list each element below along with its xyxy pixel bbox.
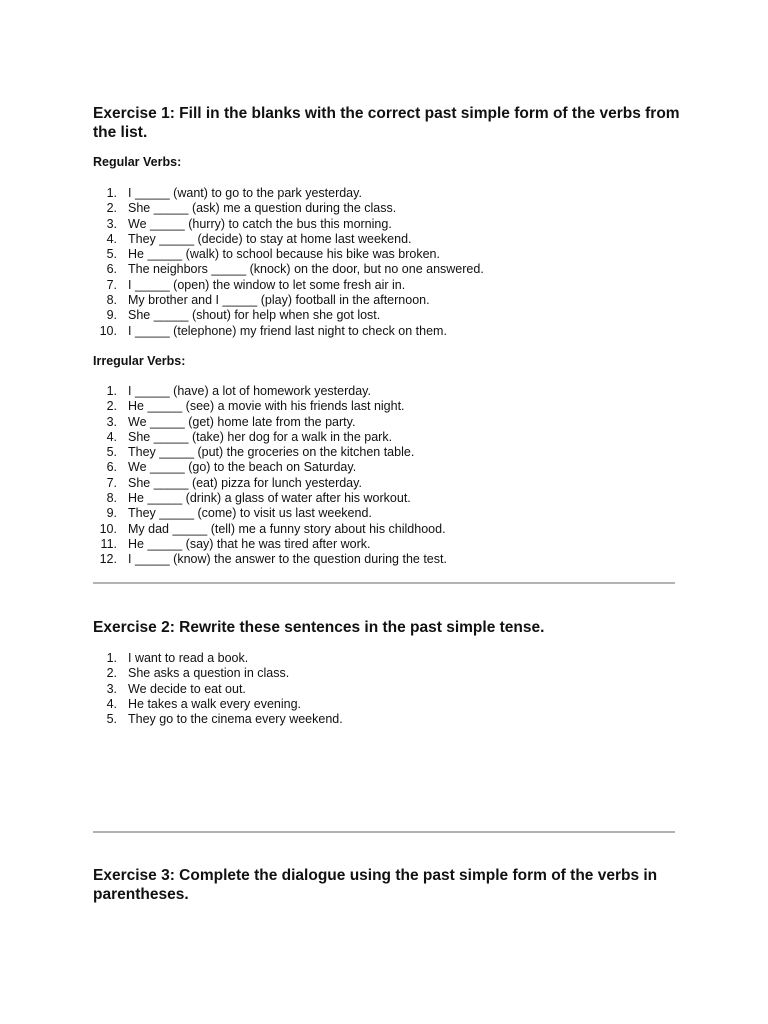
list-item-text: We _____ (hurry) to catch the bus this morning. [128,216,392,231]
list-item [93,506,447,521]
list-item-text: He _____ (say) that he was tired after work. [128,536,371,551]
list-item [93,697,343,712]
list-item [93,651,343,666]
list-item-number: 3. [106,414,117,429]
list-item-number: 5. [106,247,117,262]
list-item-text: She _____ (ask) me a question during the class. [128,201,397,216]
regular-verbs-list [93,186,484,339]
list-item-number: 4. [106,429,117,444]
list-item [93,217,484,232]
list-item-number: 6. [106,460,117,475]
exercise3-title: Exercise 3: Complete the dialogue using the past simple form of the verbs in parentheses. [93,867,658,903]
list-item-text: He takes a walk every evening. [128,696,302,711]
list-item-number: 3. [106,681,117,696]
list-item [93,293,484,308]
list-item-number: 7. [106,277,117,292]
irregular-verbs-list [93,384,447,568]
list-item-number: 9. [106,308,117,323]
list-item-text: We _____ (get) home late from the party. [128,414,356,429]
list-item-text: He _____ (drink) a glass of water after his workout. [128,491,411,506]
list-item-text: I _____ (want) to go to the park yesterday. [128,186,362,200]
list-item [93,537,447,552]
list-item-text: I _____ (telephone) my friend last night to check on them. [128,323,447,338]
list-item [93,324,484,339]
list-item-text: I _____ (know) the answer to the question during the test. [128,552,447,567]
list-item-text: They go to the cinema every weekend. [128,712,343,727]
list-item-text: I _____ (have) a lot of homework yesterday. [128,384,371,398]
list-item [93,399,447,414]
section-divider [93,582,675,584]
list-item [93,445,447,460]
list-item [93,384,447,399]
list-item [93,278,484,293]
list-item-number: 10. [99,323,117,338]
list-item-text: She asks a question in class. [128,666,290,681]
list-item-number: 11. [100,536,117,551]
list-item [93,666,343,681]
list-item-text: I want to read a book. [128,651,249,665]
list-item-number: 1. [106,384,117,398]
list-item-number: 3. [106,216,117,231]
regular-verbs-label: Regular Verbs: [93,155,182,169]
list-item [93,232,484,247]
list-item-number: 9. [106,506,117,521]
exercise2-list [93,651,343,727]
list-item-text: The neighbors _____ (knock) on the door, but no one answered. [128,262,484,277]
list-item-text: He _____ (see) a movie with his friends last night. [128,399,405,414]
list-item [93,552,447,567]
list-item [93,262,484,277]
list-item [93,308,484,323]
list-item [93,682,343,697]
list-item-text: She _____ (shout) for help when she got lost. [128,308,381,323]
list-item-number: 1. [106,651,117,665]
list-item-number: 4. [106,696,117,711]
list-item [93,491,447,506]
list-item-number: 1. [106,186,117,200]
list-item-text: They _____ (come) to visit us last weekend. [128,506,372,521]
list-item-text: They _____ (put) the groceries on the kitchen table. [128,445,415,460]
list-item [93,712,343,727]
list-item [93,415,447,430]
list-item-number: 8. [106,293,117,308]
irregular-verbs-label: Irregular Verbs: [93,354,186,368]
list-item [93,201,484,216]
list-item-number: 2. [106,666,117,681]
list-item-number: 2. [106,201,117,216]
exercise2-title: Exercise 2: Rewrite these sentences in the past simple tense. [93,619,545,636]
list-item [93,430,447,445]
list-item-text: We _____ (go) to the beach on Saturday. [128,460,357,475]
list-item-text: She _____ (eat) pizza for lunch yesterday. [128,475,362,490]
list-item-number: 12. [99,552,117,567]
list-item-number: 5. [106,712,117,727]
list-item-text: She _____ (take) her dog for a walk in the park. [128,429,393,444]
list-item-text: They _____ (decide) to stay at home last weekend. [128,231,412,246]
exercise1-title: Exercise 1: Fill in the blanks with the correct past simple form of the verbs from the list. [93,105,680,141]
list-item [93,460,447,475]
list-item [93,186,484,201]
list-item-text: My brother and I _____ (play) football in the afternoon. [128,293,430,308]
list-item-text: I _____ (open) the window to let some fresh air in. [128,277,406,292]
list-item-number: 8. [106,491,117,506]
list-item [93,476,447,491]
list-item-number: 5. [106,445,117,460]
list-item [93,247,484,262]
list-item-text: My dad _____ (tell) me a funny story about his childhood. [128,521,446,536]
list-item-number: 6. [106,262,117,277]
list-item-text: He _____ (walk) to school because his bike was broken. [128,247,440,262]
list-item-text: We decide to eat out. [128,681,246,696]
list-item [93,522,447,537]
list-item-number: 4. [106,231,117,246]
list-item-number: 2. [106,399,117,414]
list-item-number: 7. [106,475,117,490]
section-divider [93,831,675,833]
list-item-number: 10. [99,521,117,536]
